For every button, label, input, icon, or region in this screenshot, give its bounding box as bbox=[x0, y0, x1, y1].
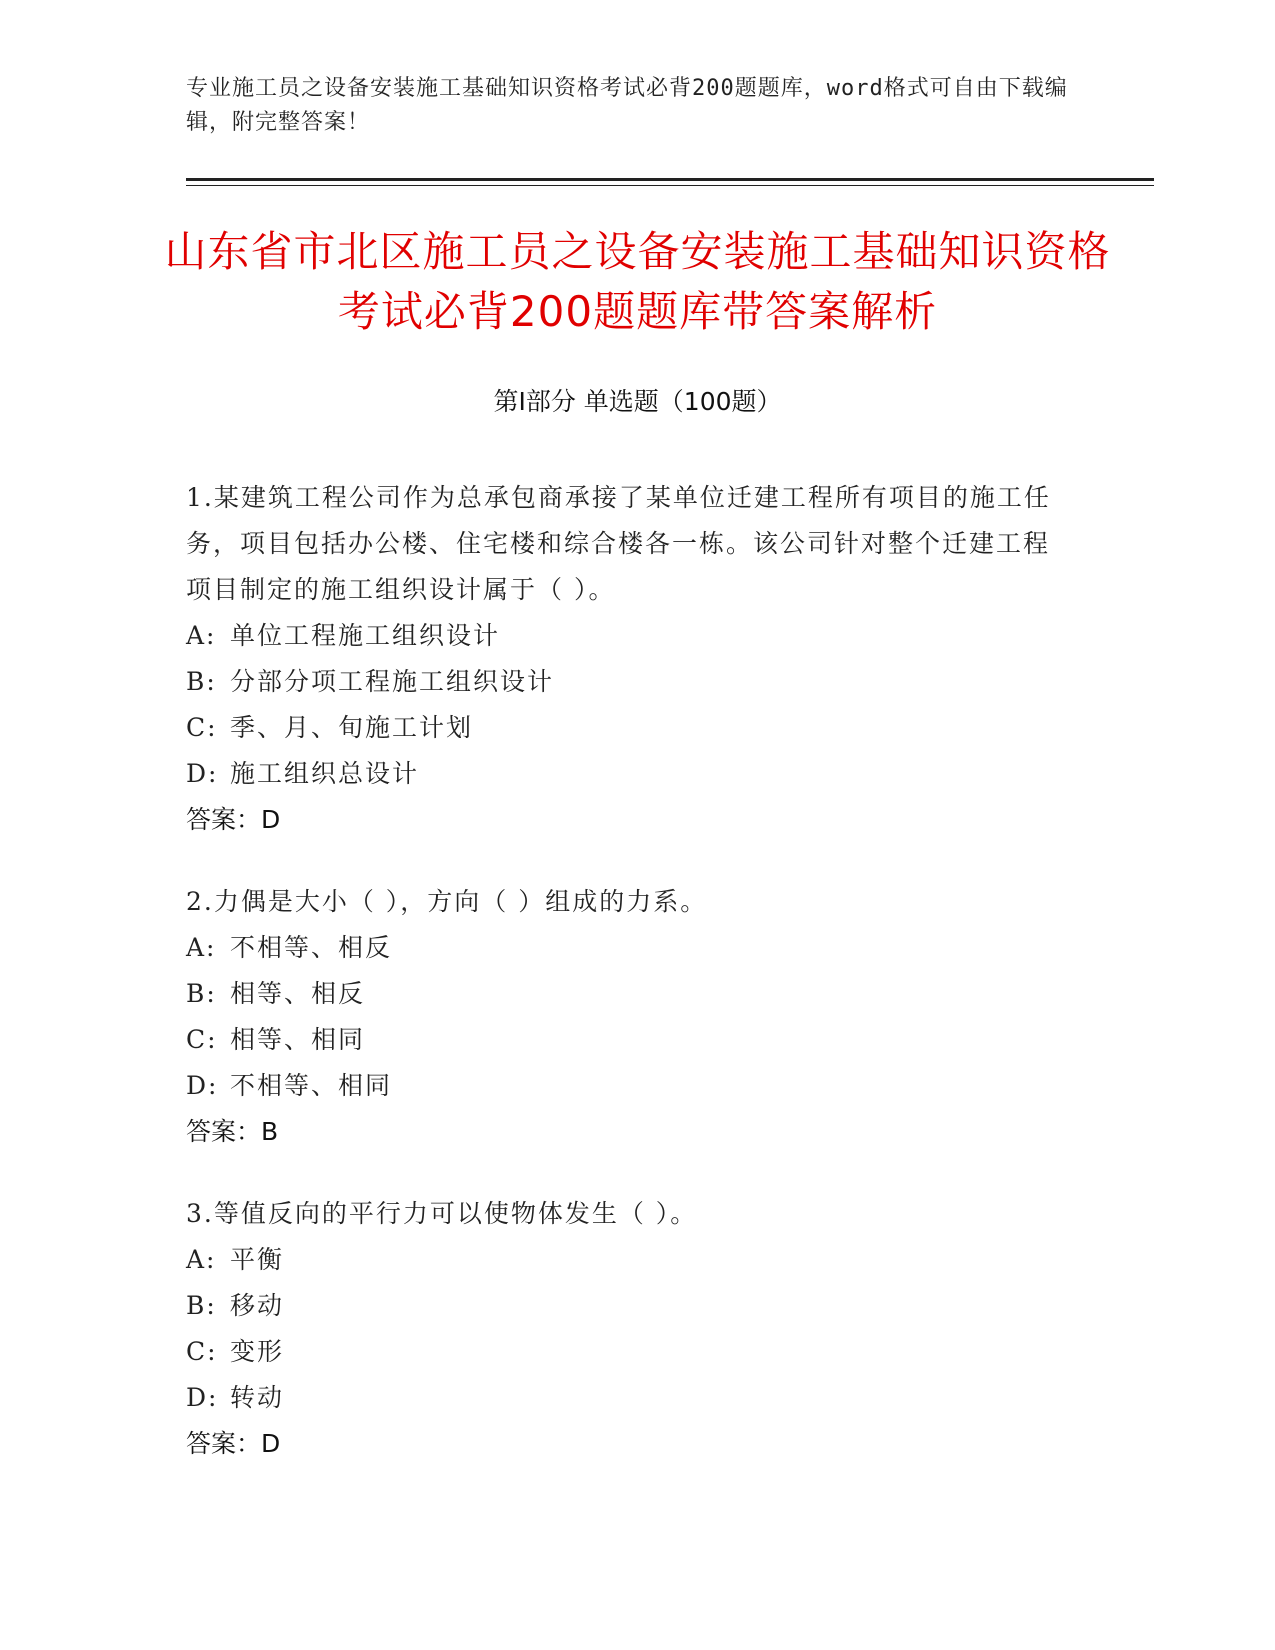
question-list bbox=[186, 475, 1066, 1503]
option-c bbox=[186, 1017, 1066, 1063]
option-d bbox=[186, 751, 1066, 797]
option-d bbox=[186, 1375, 1066, 1421]
section-title: 第Ⅰ部分 单选题（100题） bbox=[493, 387, 782, 416]
question-2 bbox=[186, 879, 1066, 1155]
option-c bbox=[186, 1329, 1066, 1375]
question-stem: 1.某建筑工程公司作为总承包商承接了某单位迁建工程所有项目的施工任务，项目包括办公楼、住宅楼和综合楼各一栋。该公司针对整个迁建工程项目制定的施工组织设计属于（ ）。 bbox=[186, 483, 1051, 604]
answer-line: 答案：D bbox=[186, 1429, 281, 1458]
option-text: 相等、相同 bbox=[230, 1025, 366, 1054]
document-title: 山东省市北区施工员之设备安装施工基础知识资格考试必背200题题库带答案解析 bbox=[164, 227, 1111, 336]
question-3 bbox=[186, 1191, 1066, 1467]
option-key: C: bbox=[186, 1337, 218, 1366]
option-a bbox=[186, 1237, 1066, 1283]
option-key: C: bbox=[186, 1025, 218, 1054]
answer-line: 答案：D bbox=[186, 805, 281, 834]
option-text: 变形 bbox=[230, 1337, 285, 1366]
option-text: 单位工程施工组织设计 bbox=[230, 621, 501, 650]
option-text: 平衡 bbox=[230, 1245, 285, 1274]
option-a bbox=[186, 925, 1066, 971]
answer-line: 答案：B bbox=[186, 1117, 279, 1146]
option-key: A: bbox=[186, 621, 217, 650]
option-key: A: bbox=[186, 1245, 217, 1274]
option-key: B: bbox=[186, 979, 217, 1008]
option-a bbox=[186, 613, 1066, 659]
option-key: D: bbox=[186, 759, 219, 788]
option-c bbox=[186, 705, 1066, 751]
option-text: 不相等、相同 bbox=[230, 1071, 393, 1100]
header-divider-thick bbox=[186, 178, 1154, 181]
option-b bbox=[186, 971, 1066, 1017]
question-1 bbox=[186, 475, 1066, 843]
option-text: 施工组织总设计 bbox=[230, 759, 420, 788]
option-text: 转动 bbox=[230, 1383, 285, 1412]
header-divider-thin bbox=[186, 185, 1154, 186]
option-text: 相等、相反 bbox=[230, 979, 366, 1008]
question-stem: 2.力偶是大小（ ），方向（ ）组成的力系。 bbox=[186, 887, 708, 916]
header-note: 专业施工员之设备安装施工基础知识资格考试必背200题题库，word格式可自由下载编辑，附完整答案！ bbox=[186, 76, 1068, 135]
option-key: D: bbox=[186, 1383, 219, 1412]
option-key: B: bbox=[186, 667, 217, 696]
option-key: A: bbox=[186, 933, 217, 962]
option-text: 不相等、相反 bbox=[230, 933, 393, 962]
option-key: B: bbox=[186, 1291, 217, 1320]
question-stem: 3.等值反向的平行力可以使物体发生（ ）。 bbox=[186, 1199, 698, 1228]
option-key: C: bbox=[186, 713, 218, 742]
option-text: 移动 bbox=[230, 1291, 285, 1320]
option-d bbox=[186, 1063, 1066, 1109]
option-text: 分部分项工程施工组织设计 bbox=[230, 667, 555, 696]
option-b bbox=[186, 1283, 1066, 1329]
option-b bbox=[186, 659, 1066, 705]
option-text: 季、月、旬施工计划 bbox=[230, 713, 474, 742]
option-key: D: bbox=[186, 1071, 219, 1100]
